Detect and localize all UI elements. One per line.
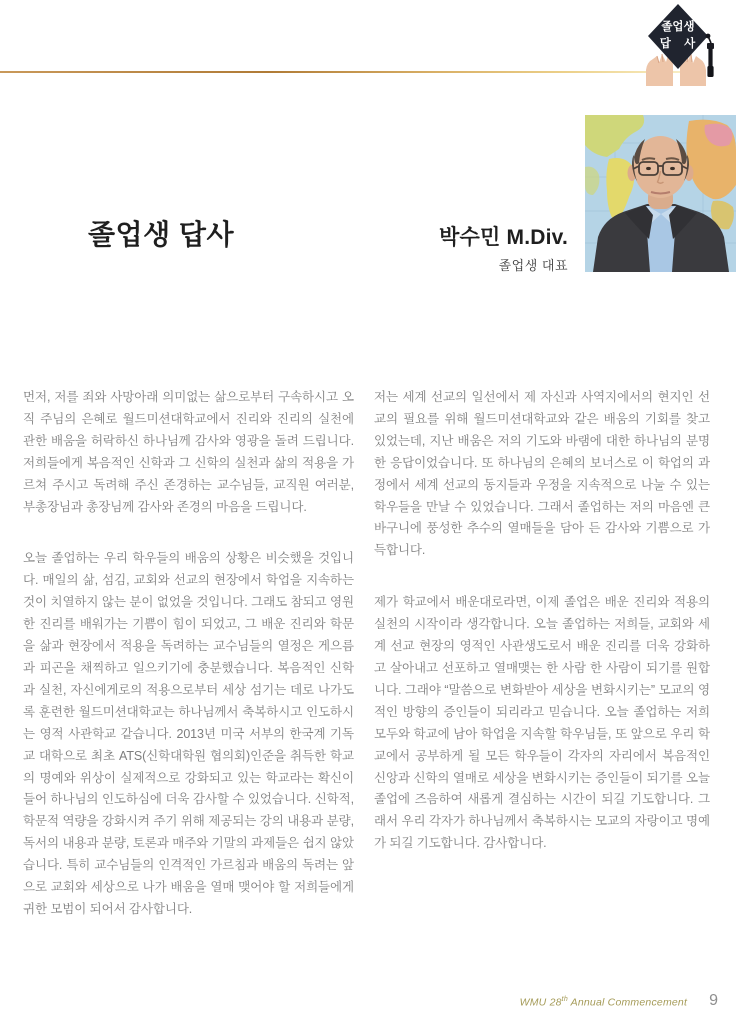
badge-label-line1: 졸업생 — [661, 21, 695, 33]
body-column-left — [23, 387, 354, 921]
paragraph-left-2: 오늘 졸업하는 우리 학우들의 배움의 상황은 비슷했을 것입니다. 매일의 삶, 섬김, 교회와 선교의 현장에서 학업을 지속하는 것이 치열하지 않는 분이 없었을 것입니다. 그래도 참되고 영원한 진리를 배워가는 기쁨이 힘이 되었고, 그 배운 진리와 학문을 삶과 현장에서 적용을 독려하는 교수님들의 열정은 게으름과 피곤을 채찍하고 일으키기에 충분했습니다. 복음적인 신학과 실천, 자신에게로의 적용으로부터 세상 섬기는 데로 나가도록 훈련한 월드미션대학교는 하나님께서 축복하시고 인도하시는 영적 사관학교 같습니다. 2013년 미국 서부의 한국계 기독교 대학으로 최초 ATS(신학대학원 협의회)인준을 취득한 학교의 명예와 위상이 실제적으로 강화되고 있는 학교라는 확신이 들어 하나님의 인도하심에 더욱 감사할 수 있었습니다. 신학적, 학문적 역량을 강화시켜 주기 위해 제공되는 강의 내용과 분량, 독서의 내용과 분량, 토론과 매주와 기말의 과제들은 쉽지 않았습니다. 특히 교수님들의 인격적인 가르침과 배움의 독려는 앞으로 교회와 세상으로 나가 배움을 열매 맺어야 할 저희들에게 귀한 모범이 되어서 감사합니다. — [23, 551, 354, 916]
footer-brand-suffix: Annual Commencement — [567, 996, 688, 1008]
page-title: 졸업생 답사 — [88, 219, 235, 250]
paragraph-right-1: 저는 세계 선교의 일선에서 제 자신과 사역지에서의 현지인 선교의 필요를 위해 월드미션대학교와 같은 배움의 기회를 찾고 있었는데, 지난 배움은 저의 기도와 바램에 대한 하나님의 분명한 응답이었습니다. 또 하나님의 은혜의 보너스로 이 학업의 과정에서 세계 선교의 동지들과 우정을 지속적으로 나눌 수 있는 학우들을 만날 수 있었습니다. 그래서 졸업하는 저의 마음엔 큰 바구니에 풍성한 추수의 열매들을 담아 든 감사와 기쁨으로 가득합니다. — [374, 390, 710, 558]
speaker-block — [268, 221, 568, 274]
footer-brand-superscript: th — [561, 995, 568, 1003]
footer-brand-prefix: WMU 28 — [519, 996, 562, 1008]
tassel-icon — [706, 34, 714, 77]
page-footer — [0, 992, 718, 1010]
gold-divider-line — [0, 71, 705, 73]
paragraph-right-2: 제가 학교에서 배운대로라면, 이제 졸업은 배운 진리와 적용의 실천의 시작이라 생각합니다. 오늘 졸업하는 저희들, 교회와 세계 선교 현장의 영적인 사관생도로서 배운 진리를 더욱 강화하고 살아내고 선포하고 열매맺는 한 사람 한 사람이 되기를 원합니다. 그래야 “말씀으로 변화받아 세상을 변화시키는” 모교의 영적인 방향의 증인들이 되리라고 믿습니다. 오늘 졸업하는 저희 모두와 학교에 남아 학업을 지속할 학우님들, 또 앞으로 우리 학교에서 공부하게 될 모든 학우들이 각자의 자리에서 복음적인 신앙과 신학의 열매로 세상을 변화시키는 증인들이 되기를 오늘 졸업에 즈음하여 새롭게 결심하는 시간이 되길 기도합니다. 그래서 우리 각자가 하나님께서 축복하시는 모교의 자랑이고 명예가 되길 기도합니다. 감사합니다. — [374, 595, 710, 851]
badge-label-line2: 답 사 — [659, 38, 701, 50]
page-number: 9 — [709, 992, 718, 1009]
portrait-photo — [585, 115, 736, 272]
speaker-name: 박수민 M.Div. — [439, 226, 568, 249]
speaker-role: 졸업생 대표 — [498, 258, 568, 273]
footer-brand — [520, 996, 687, 1009]
graduation-cap-badge — [630, 0, 736, 88]
body-column-right — [374, 387, 710, 855]
paragraph-left-1: 먼저, 저를 죄와 사망아래 의미없는 삶으로부터 구속하시고 오직 주님의 은혜로 월드미션대학교에서 진리와 진리의 실천에 관한 배움을 허락하신 하나님께 감사와 영광을 돌려 드립니다. 저희들에게 복음적인 신학과 그 신학의 실천과 삶의 적용을 가르쳐 주시고 독려해 주신 존경하는 교수님들, 교직원 여러분, 부총장님과 총장님께 감사와 존경의 마음을 드립니다. — [23, 390, 354, 514]
graduation-cap-hands-icon — [630, 0, 736, 88]
